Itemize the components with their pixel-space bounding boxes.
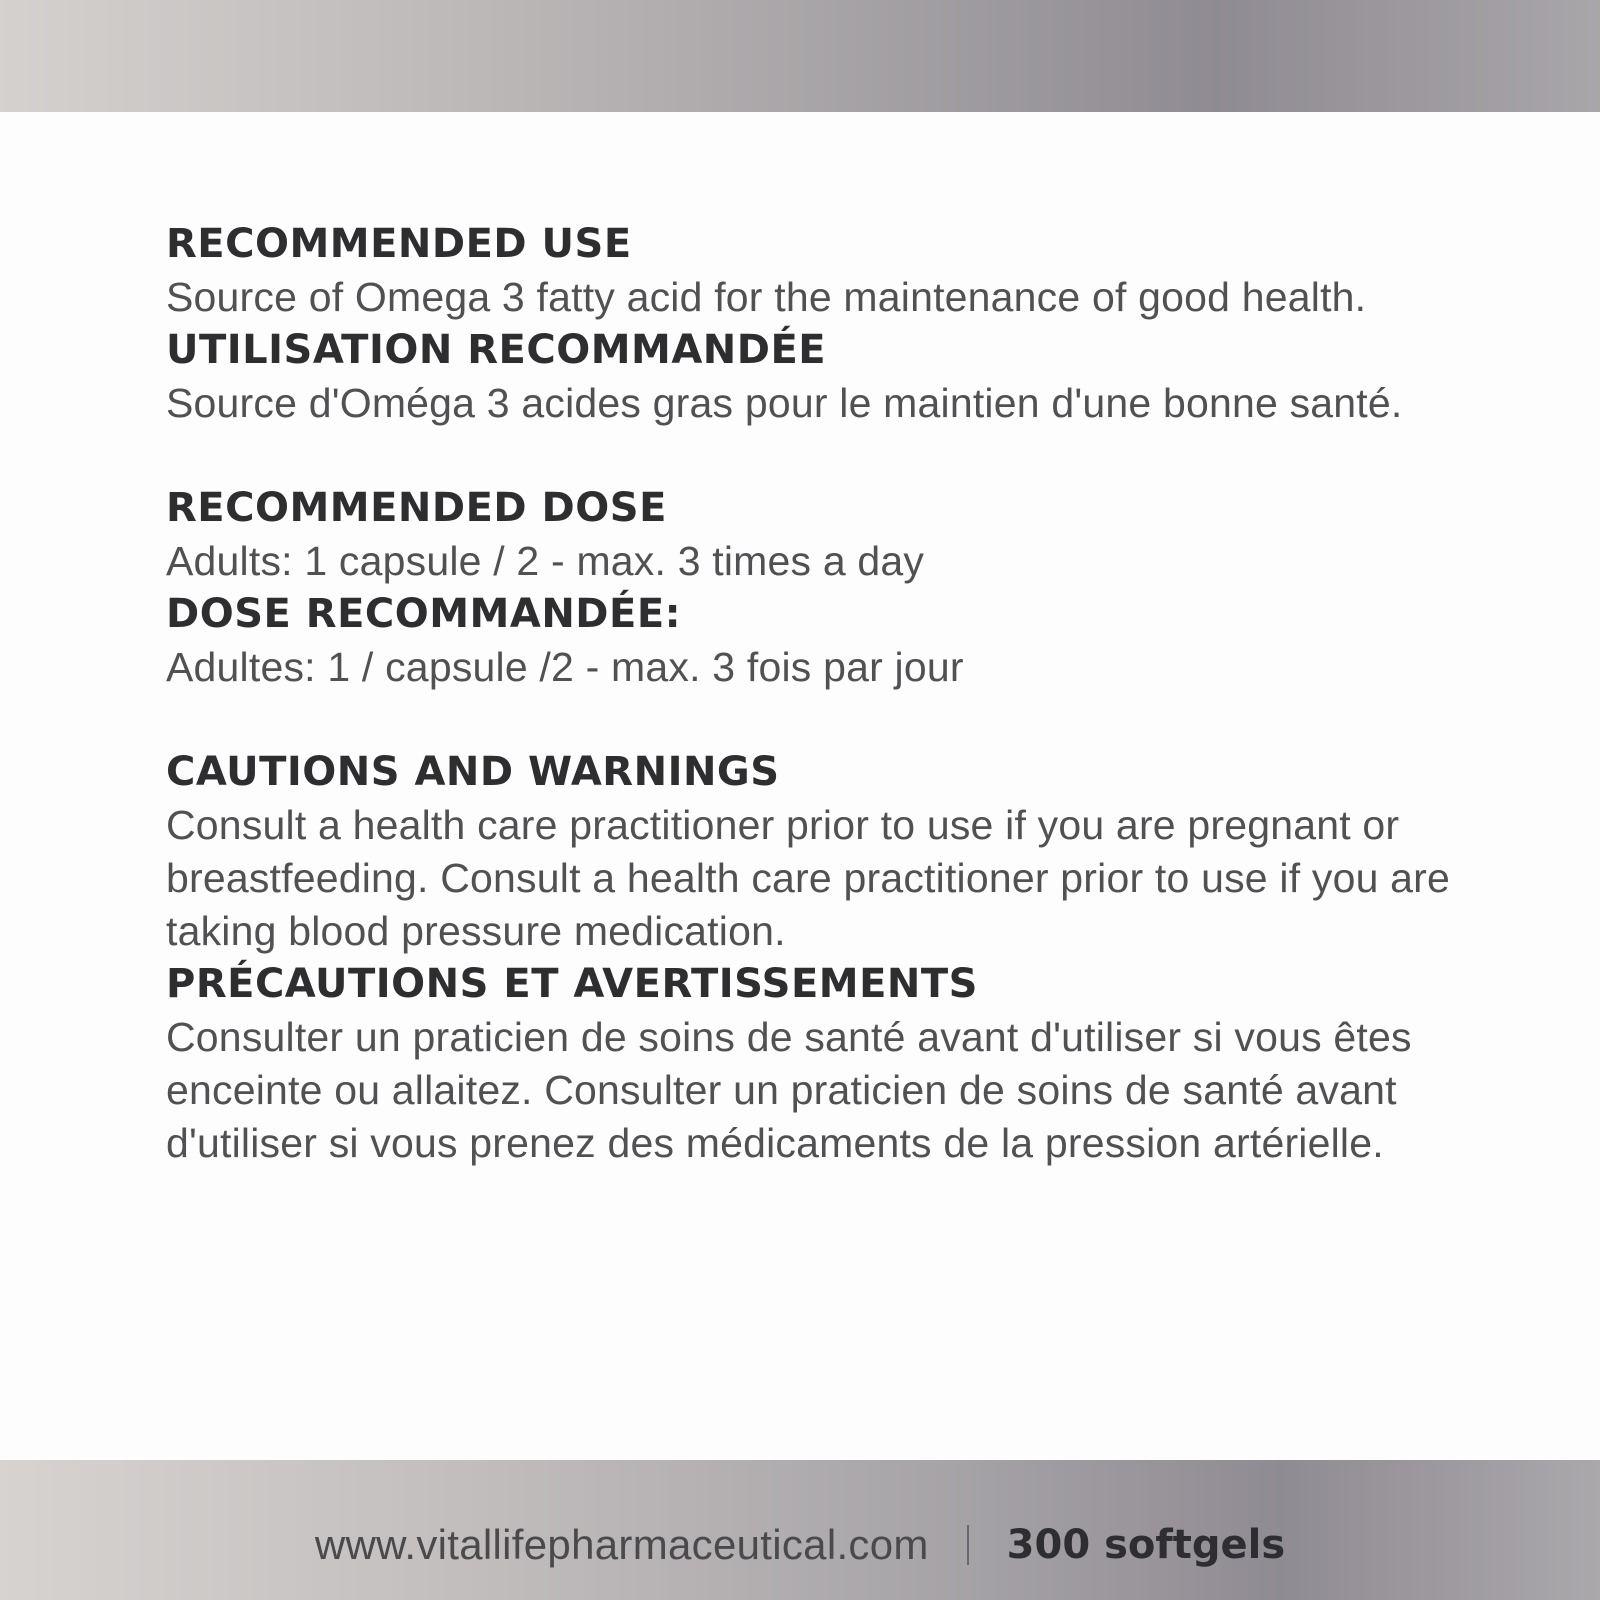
recommended-dose-section xyxy=(166,482,1466,694)
label-content xyxy=(166,218,1466,1170)
precautions-heading: PRÉCAUTIONS ET AVERTISSEMENTS xyxy=(166,961,978,1007)
cautions-section xyxy=(166,746,1466,1170)
recommended-dose-heading: RECOMMENDED DOSE xyxy=(166,485,667,531)
recommended-use-heading: RECOMMENDED USE xyxy=(166,221,632,267)
website-link[interactable]: www.vitallifepharmaceutical.com xyxy=(314,1521,929,1568)
cautions-text: Consult a health care practitioner prior to use if you are pregnant or breastfeeding. Consult a health care practitioner prior to use if you are taking blood pressure medication. xyxy=(166,802,1451,954)
recommended-use-section xyxy=(166,218,1466,430)
utilisation-recommandee-heading: UTILISATION RECOMMANDÉE xyxy=(166,327,827,373)
precautions-text: Consulter un praticien de soins de santé avant d'utiliser si vous êtes enceinte ou allaitez. Consulter un praticien de soins de santé avant d'utiliser si vous prenez des médicaments de la pression artérielle. xyxy=(166,1014,1412,1166)
softgel-count: 300 softgels xyxy=(1006,1522,1286,1568)
recommended-use-text: Source of Omega 3 fatty acid for the maintenance of good health. xyxy=(166,274,1367,320)
utilisation-recommandee-text: Source d'Oméga 3 acides gras pour le maintien d'une bonne santé. xyxy=(166,380,1403,426)
footer xyxy=(0,1505,1600,1585)
dose-recommandee-text: Adultes: 1 / capsule /2 - max. 3 fois par jour xyxy=(166,644,964,690)
top-gradient-band xyxy=(0,0,1600,112)
footer-divider xyxy=(967,1525,969,1565)
cautions-heading: CAUTIONS AND WARNINGS xyxy=(166,749,780,795)
dose-recommandee-heading: DOSE RECOMMANDÉE: xyxy=(166,591,682,637)
recommended-dose-text: Adults: 1 capsule / 2 - max. 3 times a day xyxy=(166,538,925,584)
